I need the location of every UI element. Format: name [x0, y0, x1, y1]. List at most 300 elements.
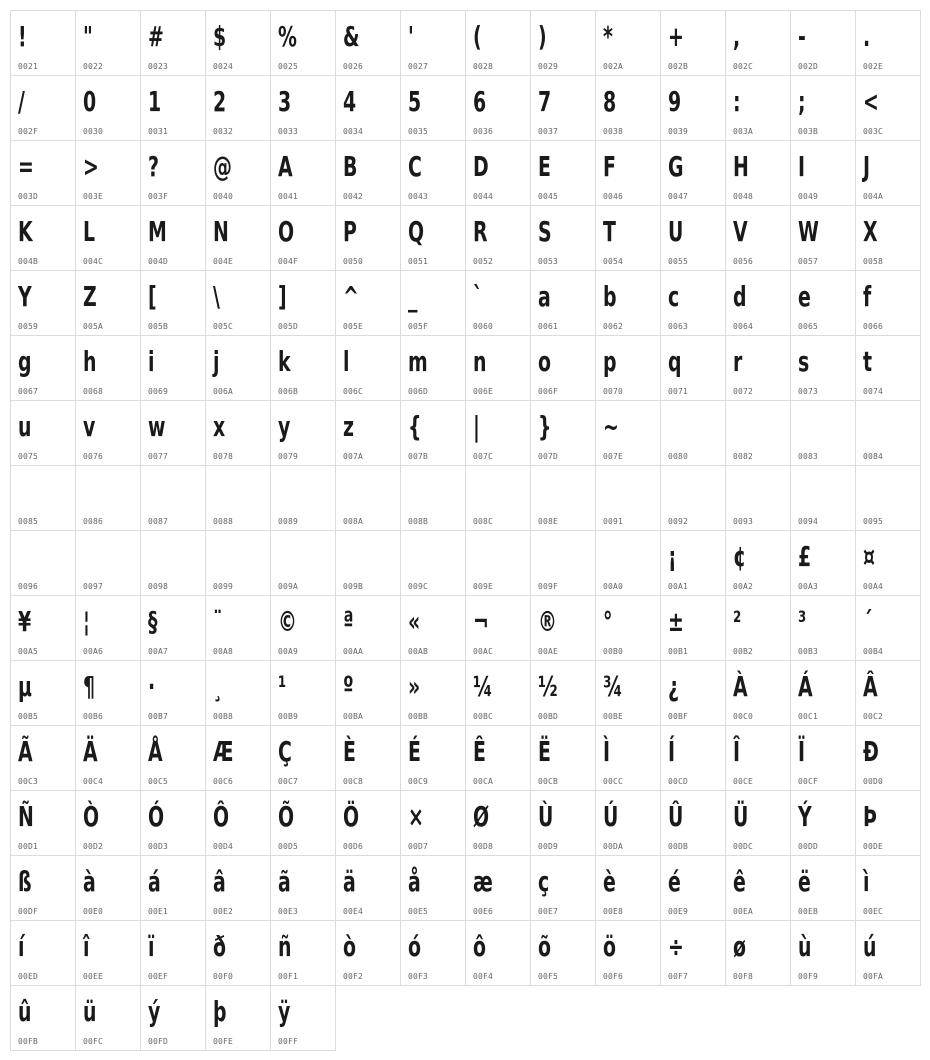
glyph-codepoint: 0060	[473, 322, 494, 331]
glyph-codepoint: 00CA	[473, 777, 494, 786]
glyph-codepoint: 00B0	[603, 647, 624, 656]
glyph-cell	[75, 270, 141, 336]
glyph-codepoint: 00C0	[733, 712, 754, 721]
glyph-cell	[335, 595, 401, 661]
glyph-cell	[790, 920, 856, 986]
glyph-codepoint: 0068	[83, 387, 104, 396]
glyph-cell	[270, 75, 336, 141]
glyph-cell	[205, 400, 271, 466]
glyph-cell	[75, 10, 141, 76]
glyph-character: ë	[798, 865, 811, 898]
glyph-cell	[595, 400, 661, 466]
glyph-cell	[595, 725, 661, 791]
glyph-character: I	[798, 150, 806, 183]
glyph-codepoint: 0054	[603, 257, 624, 266]
glyph-codepoint: 003B	[798, 127, 819, 136]
glyph-character: ñ	[278, 930, 292, 963]
glyph-cell	[595, 530, 661, 596]
glyph-character: -	[798, 20, 806, 53]
glyph-cell	[205, 855, 271, 921]
glyph-cell	[335, 725, 401, 791]
glyph-codepoint: 00FE	[213, 1037, 234, 1046]
glyph-character: M	[148, 215, 167, 248]
glyph-cell	[10, 10, 76, 76]
glyph-character: {	[408, 410, 422, 443]
glyph-cell	[10, 920, 76, 986]
glyph-cell	[855, 465, 921, 531]
glyph-cell	[725, 140, 791, 206]
glyph-cell	[465, 660, 531, 726]
glyph-cell	[530, 465, 596, 531]
glyph-character: ß	[18, 865, 32, 898]
glyph-cell	[595, 660, 661, 726]
glyph-cell	[595, 270, 661, 336]
glyph-codepoint: 0041	[278, 192, 299, 201]
glyph-character: «	[408, 605, 421, 638]
glyph-cell	[335, 465, 401, 531]
glyph-cell	[855, 400, 921, 466]
glyph-codepoint: 00C8	[343, 777, 364, 786]
glyph-cell	[140, 465, 206, 531]
glyph-character: 6	[473, 85, 487, 118]
glyph-character: g	[18, 345, 32, 378]
glyph-cell	[465, 205, 531, 271]
glyph-codepoint: 00CD	[668, 777, 689, 786]
glyph-cell	[75, 985, 141, 1051]
glyph-codepoint: 00B5	[18, 712, 39, 721]
glyph-cell	[530, 595, 596, 661]
glyph-cell	[205, 335, 271, 401]
glyph-character: ©	[278, 605, 297, 638]
glyph-cell	[10, 270, 76, 336]
glyph-codepoint: 00DF	[18, 907, 39, 916]
glyph-character: 3	[278, 85, 292, 118]
glyph-codepoint: 00DC	[733, 842, 754, 851]
glyph-cell	[725, 855, 791, 921]
glyph-codepoint: 00AB	[408, 647, 429, 656]
glyph-cell	[400, 920, 466, 986]
glyph-codepoint: 00A9	[278, 647, 299, 656]
glyph-codepoint: 00EA	[733, 907, 754, 916]
glyph-character: ª	[343, 605, 354, 638]
glyph-codepoint: 00F3	[408, 972, 429, 981]
glyph-character: X	[863, 215, 878, 248]
glyph-cell	[140, 790, 206, 856]
glyph-codepoint: 0037	[538, 127, 559, 136]
glyph-character: ô	[473, 930, 486, 963]
glyph-cell	[790, 660, 856, 726]
glyph-character: p	[603, 345, 617, 378]
glyph-character: t	[863, 345, 873, 378]
glyph-character: â	[213, 865, 226, 898]
glyph-cell	[660, 140, 726, 206]
glyph-cell	[335, 400, 401, 466]
glyph-codepoint: 0030	[83, 127, 104, 136]
glyph-codepoint: 006B	[278, 387, 299, 396]
glyph-character: ¾	[603, 670, 623, 703]
glyph-character: ]	[278, 280, 287, 313]
glyph-cell	[530, 725, 596, 791]
glyph-character: l	[343, 345, 350, 378]
glyph-character: [	[148, 280, 157, 313]
glyph-codepoint: 0098	[148, 582, 169, 591]
glyph-cell	[270, 465, 336, 531]
glyph-codepoint: 0095	[863, 517, 884, 526]
glyph-codepoint: 0072	[733, 387, 754, 396]
glyph-codepoint: 0056	[733, 257, 754, 266]
glyph-cell	[270, 140, 336, 206]
glyph-codepoint: 00B2	[733, 647, 754, 656]
glyph-character: ø	[733, 930, 746, 963]
glyph-cell	[725, 75, 791, 141]
glyph-codepoint: 006A	[213, 387, 234, 396]
glyph-codepoint: 0087	[148, 517, 169, 526]
glyph-character: Ä	[83, 735, 98, 768]
glyph-codepoint: 007E	[603, 452, 624, 461]
glyph-character: ì	[863, 865, 870, 898]
glyph-character: \	[213, 280, 220, 313]
glyph-character: q	[668, 345, 682, 378]
glyph-cell	[465, 920, 531, 986]
glyph-cell	[75, 400, 141, 466]
glyph-character: 4	[343, 85, 357, 118]
glyph-codepoint: 0021	[18, 62, 39, 71]
glyph-codepoint: 0052	[473, 257, 494, 266]
glyph-cell	[660, 75, 726, 141]
glyph-cell	[140, 75, 206, 141]
glyph-character: ý	[148, 995, 161, 1028]
glyph-codepoint: 00D7	[408, 842, 429, 851]
glyph-codepoint: 00F5	[538, 972, 559, 981]
glyph-cell	[725, 790, 791, 856]
glyph-cell	[855, 790, 921, 856]
glyph-cell	[400, 75, 466, 141]
glyph-cell	[10, 530, 76, 596]
glyph-cell	[855, 725, 921, 791]
glyph-codepoint: 00EF	[148, 972, 169, 981]
glyph-cell	[205, 205, 271, 271]
glyph-character: ¹	[278, 670, 287, 703]
glyph-character: Õ	[278, 800, 295, 833]
glyph-cell	[855, 660, 921, 726]
glyph-character: ,	[733, 20, 741, 53]
glyph-cell	[140, 855, 206, 921]
glyph-character: É	[408, 735, 421, 768]
glyph-codepoint: 0088	[213, 517, 234, 526]
glyph-codepoint: 00FA	[863, 972, 884, 981]
glyph-codepoint: 00CF	[798, 777, 819, 786]
glyph-cell	[725, 10, 791, 76]
glyph-character: £	[798, 540, 812, 573]
glyph-character: Ì	[603, 735, 611, 768]
glyph-cell	[530, 790, 596, 856]
glyph-character: S	[538, 215, 552, 248]
glyph-codepoint: 0082	[733, 452, 754, 461]
glyph-cell	[270, 400, 336, 466]
glyph-codepoint: 00AA	[343, 647, 364, 656]
glyph-cell	[465, 140, 531, 206]
glyph-character: ³	[798, 605, 807, 638]
glyph-character: ?	[148, 150, 159, 183]
glyph-character: h	[83, 345, 97, 378]
glyph-cell	[75, 335, 141, 401]
glyph-character: È	[343, 735, 356, 768]
glyph-codepoint: 00DE	[863, 842, 884, 851]
glyph-codepoint: 0075	[18, 452, 39, 461]
glyph-cell	[660, 400, 726, 466]
glyph-codepoint: 0077	[148, 452, 169, 461]
glyph-cell	[855, 205, 921, 271]
glyph-codepoint: 00A2	[733, 582, 754, 591]
glyph-codepoint: 00E5	[408, 907, 429, 916]
glyph-codepoint: 00A8	[213, 647, 234, 656]
glyph-codepoint: 0038	[603, 127, 624, 136]
glyph-cell	[595, 10, 661, 76]
glyph-cell	[855, 920, 921, 986]
glyph-character: %	[278, 20, 297, 53]
glyph-cell	[725, 660, 791, 726]
glyph-codepoint: 007C	[473, 452, 494, 461]
glyph-cell	[400, 660, 466, 726]
glyph-cell	[10, 790, 76, 856]
glyph-character: e	[798, 280, 811, 313]
glyph-codepoint: 009A	[278, 582, 299, 591]
glyph-codepoint: 0057	[798, 257, 819, 266]
glyph-codepoint: 00E4	[343, 907, 364, 916]
glyph-cell	[400, 270, 466, 336]
glyph-codepoint: 00A0	[603, 582, 624, 591]
glyph-character: Â	[863, 670, 878, 703]
glyph-cell	[530, 530, 596, 596]
glyph-codepoint: 0094	[798, 517, 819, 526]
glyph-cell	[465, 595, 531, 661]
glyph-codepoint: 006D	[408, 387, 429, 396]
glyph-character: ä	[343, 865, 356, 898]
glyph-cell	[400, 530, 466, 596]
glyph-cell	[270, 660, 336, 726]
glyph-codepoint: 0036	[473, 127, 494, 136]
glyph-character: B	[343, 150, 358, 183]
glyph-codepoint: 00E8	[603, 907, 624, 916]
glyph-cell	[530, 140, 596, 206]
glyph-codepoint: 00C1	[798, 712, 819, 721]
glyph-character: à	[83, 865, 96, 898]
glyph-codepoint: 0071	[668, 387, 689, 396]
glyph-codepoint: 0035	[408, 127, 429, 136]
glyph-cell	[335, 75, 401, 141]
glyph-cell	[400, 595, 466, 661]
glyph-codepoint: 003A	[733, 127, 754, 136]
glyph-character: ¥	[18, 605, 32, 638]
glyph-cell	[400, 140, 466, 206]
glyph-codepoint: 002F	[18, 127, 39, 136]
glyph-codepoint: 00AC	[473, 647, 494, 656]
glyph-codepoint: 003C	[863, 127, 884, 136]
glyph-codepoint: 004D	[148, 257, 169, 266]
glyph-cell	[660, 725, 726, 791]
glyph-character: ú	[863, 930, 877, 963]
glyph-codepoint: 0039	[668, 127, 689, 136]
glyph-character: ®	[538, 605, 557, 638]
glyph-character: F	[603, 150, 616, 183]
glyph-cell	[75, 725, 141, 791]
glyph-cell	[205, 920, 271, 986]
glyph-cell	[205, 985, 271, 1051]
glyph-cell	[400, 205, 466, 271]
glyph-character: "	[83, 20, 93, 53]
glyph-codepoint: 0080	[668, 452, 689, 461]
glyph-character: Ö	[343, 800, 360, 833]
glyph-character: x	[213, 410, 226, 443]
glyph-codepoint: 00B4	[863, 647, 884, 656]
glyph-codepoint: 0034	[343, 127, 364, 136]
glyph-character: æ	[473, 865, 493, 898]
glyph-codepoint: 0042	[343, 192, 364, 201]
glyph-codepoint: 003D	[18, 192, 39, 201]
glyph-codepoint: 00F8	[733, 972, 754, 981]
glyph-cell	[790, 530, 856, 596]
glyph-codepoint: 0066	[863, 322, 884, 331]
glyph-codepoint: 00F4	[473, 972, 494, 981]
glyph-character: 8	[603, 85, 617, 118]
glyph-cell	[530, 335, 596, 401]
glyph-codepoint: 0029	[538, 62, 559, 71]
glyph-codepoint: 0092	[668, 517, 689, 526]
glyph-character: c	[668, 280, 680, 313]
glyph-cell	[75, 660, 141, 726]
glyph-codepoint: 00B1	[668, 647, 689, 656]
glyph-character: »	[408, 670, 421, 703]
glyph-cell	[270, 855, 336, 921]
glyph-codepoint: 003F	[148, 192, 169, 201]
glyph-character: Ê	[473, 735, 486, 768]
glyph-character: ù	[798, 930, 812, 963]
glyph-codepoint: 009F	[538, 582, 559, 591]
glyph-character: ¤	[863, 540, 876, 573]
glyph-character: (	[473, 20, 482, 53]
glyph-codepoint: 00D2	[83, 842, 104, 851]
glyph-character: ¦	[83, 605, 90, 638]
glyph-cell	[75, 595, 141, 661]
glyph-codepoint: 00D3	[148, 842, 169, 851]
glyph-codepoint: 00CE	[733, 777, 754, 786]
glyph-cell	[790, 75, 856, 141]
glyph-codepoint: 00C2	[863, 712, 884, 721]
glyph-cell	[270, 205, 336, 271]
glyph-codepoint: 00EE	[83, 972, 104, 981]
glyph-character: ç	[538, 865, 550, 898]
glyph-cell	[270, 270, 336, 336]
glyph-codepoint: 004C	[83, 257, 104, 266]
glyph-codepoint: 00BB	[408, 712, 429, 721]
glyph-character: *	[603, 20, 613, 53]
glyph-character: v	[83, 410, 96, 443]
glyph-cell	[10, 985, 76, 1051]
glyph-character: 7	[538, 85, 552, 118]
glyph-cell	[270, 920, 336, 986]
glyph-cell	[205, 10, 271, 76]
glyph-cell	[400, 335, 466, 401]
glyph-cell	[140, 920, 206, 986]
glyph-codepoint: 007A	[343, 452, 364, 461]
glyph-cell	[75, 790, 141, 856]
glyph-cell	[400, 725, 466, 791]
glyph-codepoint: 00A5	[18, 647, 39, 656]
glyph-codepoint: 0089	[278, 517, 299, 526]
glyph-character: °	[603, 605, 613, 638]
glyph-character: 1	[148, 85, 162, 118]
glyph-codepoint: 0051	[408, 257, 429, 266]
glyph-cell	[335, 10, 401, 76]
glyph-cell	[75, 465, 141, 531]
glyph-codepoint: 00C9	[408, 777, 429, 786]
glyph-character: '	[408, 20, 414, 53]
glyph-character: w	[148, 410, 166, 443]
glyph-codepoint: 0040	[213, 192, 234, 201]
glyph-codepoint: 0096	[18, 582, 39, 591]
glyph-codepoint: 00CB	[538, 777, 559, 786]
glyph-cell	[140, 725, 206, 791]
glyph-cell	[790, 400, 856, 466]
glyph-codepoint: 00DB	[668, 842, 689, 851]
glyph-cell	[140, 140, 206, 206]
glyph-character: ã	[278, 865, 291, 898]
glyph-character: 2	[213, 85, 227, 118]
glyph-cell	[725, 335, 791, 401]
glyph-cell	[335, 140, 401, 206]
glyph-character: î	[83, 930, 90, 963]
glyph-cell	[530, 400, 596, 466]
glyph-codepoint: 0074	[863, 387, 884, 396]
glyph-codepoint: 0078	[213, 452, 234, 461]
glyph-cell	[660, 465, 726, 531]
glyph-codepoint: 0026	[343, 62, 364, 71]
glyph-cell	[465, 10, 531, 76]
glyph-codepoint: 00AE	[538, 647, 559, 656]
glyph-codepoint: 00D4	[213, 842, 234, 851]
glyph-character: é	[668, 865, 681, 898]
glyph-character: ¶	[83, 670, 96, 703]
glyph-character: Ü	[733, 800, 749, 833]
glyph-codepoint: 005B	[148, 322, 169, 331]
glyph-cell	[335, 270, 401, 336]
glyph-codepoint: 008A	[343, 517, 364, 526]
glyph-character: ;	[798, 85, 806, 118]
glyph-codepoint: 00F2	[343, 972, 364, 981]
glyph-character: Ù	[538, 800, 554, 833]
glyph-cell	[400, 465, 466, 531]
glyph-character: ÿ	[278, 995, 291, 1028]
glyph-character: Q	[408, 215, 425, 248]
glyph-character: L	[83, 215, 96, 248]
glyph-character: Ã	[18, 735, 33, 768]
glyph-character: ¸	[213, 670, 223, 703]
glyph-codepoint: 005F	[408, 322, 429, 331]
glyph-cell	[465, 855, 531, 921]
glyph-cell	[465, 400, 531, 466]
glyph-cell	[400, 855, 466, 921]
glyph-character: ü	[83, 995, 97, 1028]
glyph-codepoint: 00A4	[863, 582, 884, 591]
glyph-character: #	[148, 20, 164, 53]
glyph-cell	[660, 920, 726, 986]
glyph-codepoint: 008E	[538, 517, 559, 526]
glyph-character: $	[213, 20, 227, 53]
glyph-character: H	[733, 150, 749, 183]
glyph-cell	[75, 75, 141, 141]
glyph-character: 0	[83, 85, 97, 118]
glyph-cell	[10, 75, 76, 141]
